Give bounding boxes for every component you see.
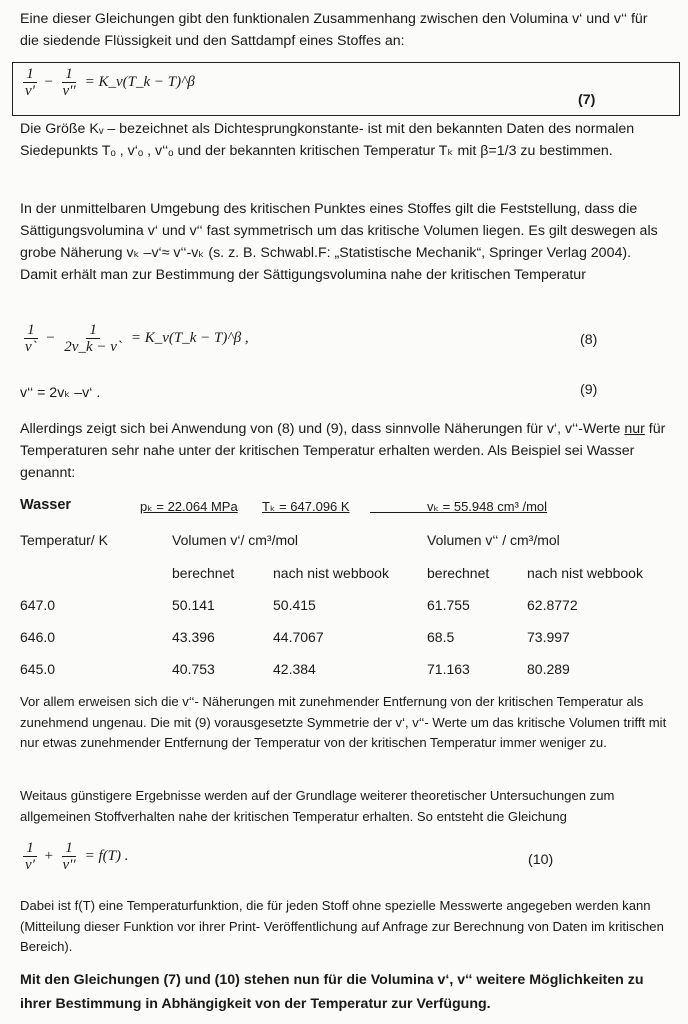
table-pk: pₖ = 22.064 MPa	[140, 499, 238, 514]
table-row-2-v1nist: 44.7067	[273, 629, 324, 645]
weitaus-paragraph: Weitaus günstigere Ergebnisse werden auf der Grundlage weiterer theoretischer Untersuchungen zum allgemeinen Stoffverhalten nahe der kritischen Temperatur erhalten. So entsteht die Gleichung	[20, 788, 615, 824]
equation-7: $\frac{1}{v'}$ − $\frac{1}{v''}$ = K_v(T_k − T)^β	[20, 66, 195, 99]
table-sub-calc-1: berechnet	[172, 565, 235, 581]
table-sub-calc-2: berechnet	[427, 565, 490, 581]
table-row-1-v1calc: 50.141	[172, 597, 215, 613]
table-row-1-v1nist: 50.415	[273, 597, 316, 613]
table-row-2-v1calc: 43.396	[172, 629, 215, 645]
equation-7-number: (7)	[578, 92, 596, 108]
eq8-rhs: = K_v(T_k − T)^β ,	[130, 330, 249, 346]
table-row-1-temp: 647.0	[20, 597, 56, 613]
eq10-num-a: 1	[23, 840, 37, 857]
table-underline-gap	[370, 512, 427, 513]
equation-10: $\frac{1}{v'}$ + $\frac{1}{v''}$ = f(T) .	[20, 840, 128, 873]
eq8-den-b: 2v_k − v`	[64, 339, 122, 355]
table-sub-nist-2: nach nist webbook	[527, 565, 643, 581]
eq7-num-b: 1	[62, 66, 76, 83]
intro-paragraph: Eine dieser Gleichungen gibt den funktionalen Zusammenhang zwischen den Volumina v‘ und v‘‘ für die siedende Flüssigkeit und den Sattdampf eines Stoffes an:	[20, 11, 648, 49]
allerdings-nur: nur	[624, 421, 645, 437]
table-tk: Tₖ = 647.096 K	[262, 499, 350, 514]
eq8-num-b: 1	[86, 322, 100, 339]
table-row-1-v2calc: 61.755	[427, 597, 470, 613]
equation-8: $\frac{1}{v`}$ − $\frac{1}{2v\_k - v`}$ = K_v(T_k − T)^β ,	[20, 322, 249, 355]
eq7-rhs: = K_v(T_k − T)^β	[84, 74, 195, 90]
final-paragraph: Mit den Gleichungen (7) und (10) stehen nun für die Volumina v‘, v‘‘ weitere Möglichkeiten zu ihrer Bestimmung in Abhängigkeit von der Temperatur zur Verfügung.	[20, 972, 644, 1012]
equation-9-number: (9)	[580, 382, 598, 398]
table-row-3-v1nist: 42.384	[273, 661, 316, 677]
equation-9: v‘‘ = 2vₖ –v‘ .	[20, 385, 101, 401]
eq7-den-a: v'	[25, 83, 35, 99]
eq7-den-b: v''	[62, 83, 76, 99]
table-row-3-v2nist: 80.289	[527, 661, 570, 677]
table-vk: vₖ = 55.948 cm³ /mol	[427, 499, 548, 514]
table-row-3-temp: 645.0	[20, 661, 56, 677]
table-sub-nist-1: nach nist webbook	[273, 565, 389, 581]
allerdings-part-2: für Temperaturen sehr nahe unter der kritischen Temperatur erhalten werden. Als Beispiel sei Wasser genannt:	[20, 421, 666, 481]
equation-8-number: (8)	[580, 332, 598, 348]
eq7-num-a: 1	[23, 66, 37, 83]
eq10-num-b: 1	[62, 840, 76, 857]
eq10-den-a: v'	[25, 857, 35, 873]
vorallem-paragraph: Vor allem erweisen sich die v‘‘- Näherungen mit zunehmender Entfernung von der kritischen Temperatur als zunehmend ungenau. Die mit (9) vorausgesetzte Symmetrie der v‘, v‘‘- Werte um das kritische Volumen trifft mit nur etwas zunehmender Entfernung der Temperatur von der kritischen Temperatur immer weniger zu.	[20, 694, 667, 750]
allerdings-part-1: Allerdings zeigt sich bei Anwendung von (8) und (9), dass sinnvolle Näherungen für v‘, v‘‘-Werte	[20, 421, 625, 437]
dabei-paragraph: Dabei ist f(T) eine Temperaturfunktion, die für jeden Stoff ohne spezielle Messwerte angegeben werden kann (Mitteilung dieser Funktion vor ihrer Print- Veröffentlichung auf Anfrage zur Berechnung von Daten im kritischen Bereich).	[20, 898, 664, 954]
table-col-temp: Temperatur/ K	[20, 532, 108, 548]
table-substance: Wasser	[20, 497, 72, 513]
equation-10-number: (10)	[528, 852, 554, 868]
table-row-3-v1calc: 40.753	[172, 661, 215, 677]
eq8-den-a: v`	[25, 339, 37, 355]
eq8-num-a: 1	[24, 322, 38, 339]
table-col-v2: Volumen v‘‘ / cm³/mol	[427, 532, 560, 548]
table-row-1-v2nist: 62.8772	[527, 597, 578, 613]
table-row-2-v2calc: 68.5	[427, 629, 455, 645]
allerdings-paragraph	[20, 418, 670, 484]
table-col-v1: Volumen v‘/ cm³/mol	[172, 532, 299, 548]
kv-paragraph: Die Größe Kᵥ – bezeichnet als Dichtesprungkonstante- ist mit den bekannten Daten des normalen Siedepunkts Tₒ , v‘ₒ , v‘‘ₒ und der bekannten kritischen Temperatur Tₖ mit β=1/3 zu bestimmen.	[20, 121, 635, 159]
table-row-3-v2calc: 71.163	[427, 661, 470, 677]
table-row-2-temp: 646.0	[20, 629, 56, 645]
symmetry-paragraph: In der unmittelbaren Umgebung des kritischen Punktes eines Stoffes gilt die Feststellung, dass die Sättigungsvolumina v‘ und v‘‘ fast symmetrisch um das kritische Volumen liegen. Es gilt deswegen als grobe Näherung vₖ –v‘≈ v‘‘-vₖ (s. z. B. Schwabl.F: „Statistische Mechanik“, Springer Verlag 2004). Damit erhält man zur Bestimmung der Sättigungsvolumina nahe der kritischen Temperatur	[20, 201, 658, 283]
eq10-den-b: v''	[62, 857, 76, 873]
table-row-2-v2nist: 73.997	[527, 629, 570, 645]
eq10-rhs: = f(T) .	[84, 848, 129, 864]
